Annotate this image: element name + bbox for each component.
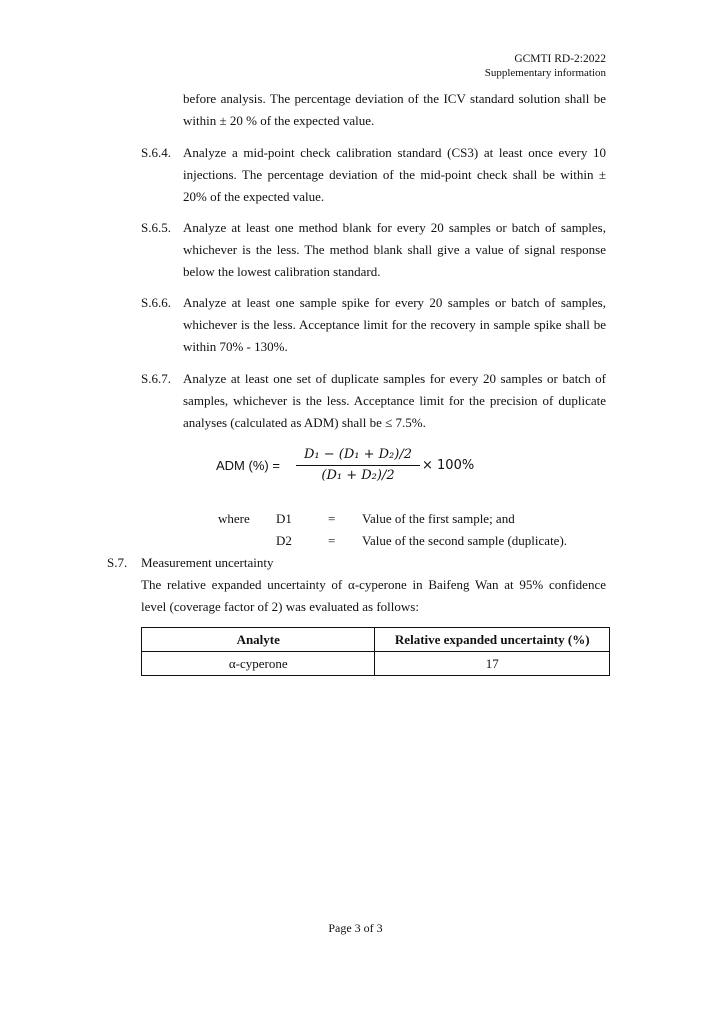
item-number: S.6.7. [141, 371, 171, 386]
intro-paragraph: before analysis. The percentage deviation of the ICV standard solution shall be within ± 20 % of the expected value. [183, 91, 606, 128]
definition-symbol: D2 [276, 533, 292, 548]
uncertainty-table [141, 627, 610, 676]
definition-equals: = [328, 511, 336, 526]
formula-denominator: (D₁ + D₂)/2 [321, 468, 395, 483]
table-header-row [142, 628, 610, 652]
definition-symbol: D1 [276, 511, 292, 526]
formula-numerator: D₁ − (D₁ + D₂)/2 [303, 447, 412, 462]
formula-fraction [296, 446, 420, 485]
header-subtitle: Supplementary information [484, 67, 606, 79]
adm-formula [216, 446, 516, 490]
table-cell-analyte: α-cyperone [142, 652, 375, 676]
item-number: S.6.5. [141, 220, 171, 235]
item-text: Analyze at least one sample spike for every 20 samples or batch of samples, whichever is the less. Acceptance limit for the recovery in sample spike shall be within 70% - 130%. [183, 295, 606, 354]
header-doc-id: GCMTI RD-2:2022 [514, 53, 606, 65]
fraction-bar [296, 465, 420, 466]
table-header-analyte: Analyte [142, 628, 375, 652]
item-text: Analyze a mid-point check calibration standard (CS3) at least once every 10 injections. The percentage deviation of the mid-point check shall be within ± 20% of the expected value. [183, 145, 606, 204]
definition-meaning: Value of the second sample (duplicate). [362, 533, 568, 548]
item-number: S.6.6. [141, 295, 171, 310]
definition-equals: = [328, 533, 336, 548]
definition-meaning: Value of the first sample; and [362, 511, 515, 526]
item-text: Analyze at least one method blank for every 20 samples or batch of samples, whichever is the less. The method blank shall give a value of signal response below the lowest calibration standard. [183, 220, 606, 279]
section-paragraph: The relative expanded uncertainty of α-cyperone in Baifeng Wan at 95% confidence level (coverage factor of 2) was evaluated as follows: [141, 577, 606, 614]
page-footer: Page 3 of 3 [328, 921, 383, 935]
table-cell-uncertainty: 17 [375, 652, 610, 676]
item-number: S.6.4. [141, 145, 171, 160]
section-number: S.7. [107, 555, 128, 570]
formula-lhs: ADM (%) = [216, 458, 280, 473]
section-title: Measurement uncertainty [141, 555, 274, 570]
where-label: where [218, 511, 250, 526]
formula-rhs: × 100% [422, 458, 475, 473]
item-text: Analyze at least one set of duplicate samples for every 20 samples or batch of samples, whichever is the less. Acceptance limit for the precision of duplicate analyses (calculated as ADM) shall be ≤ 7.5%. [183, 371, 606, 430]
table-row [142, 652, 610, 676]
table-header-uncertainty: Relative expanded uncertainty (%) [375, 628, 610, 652]
